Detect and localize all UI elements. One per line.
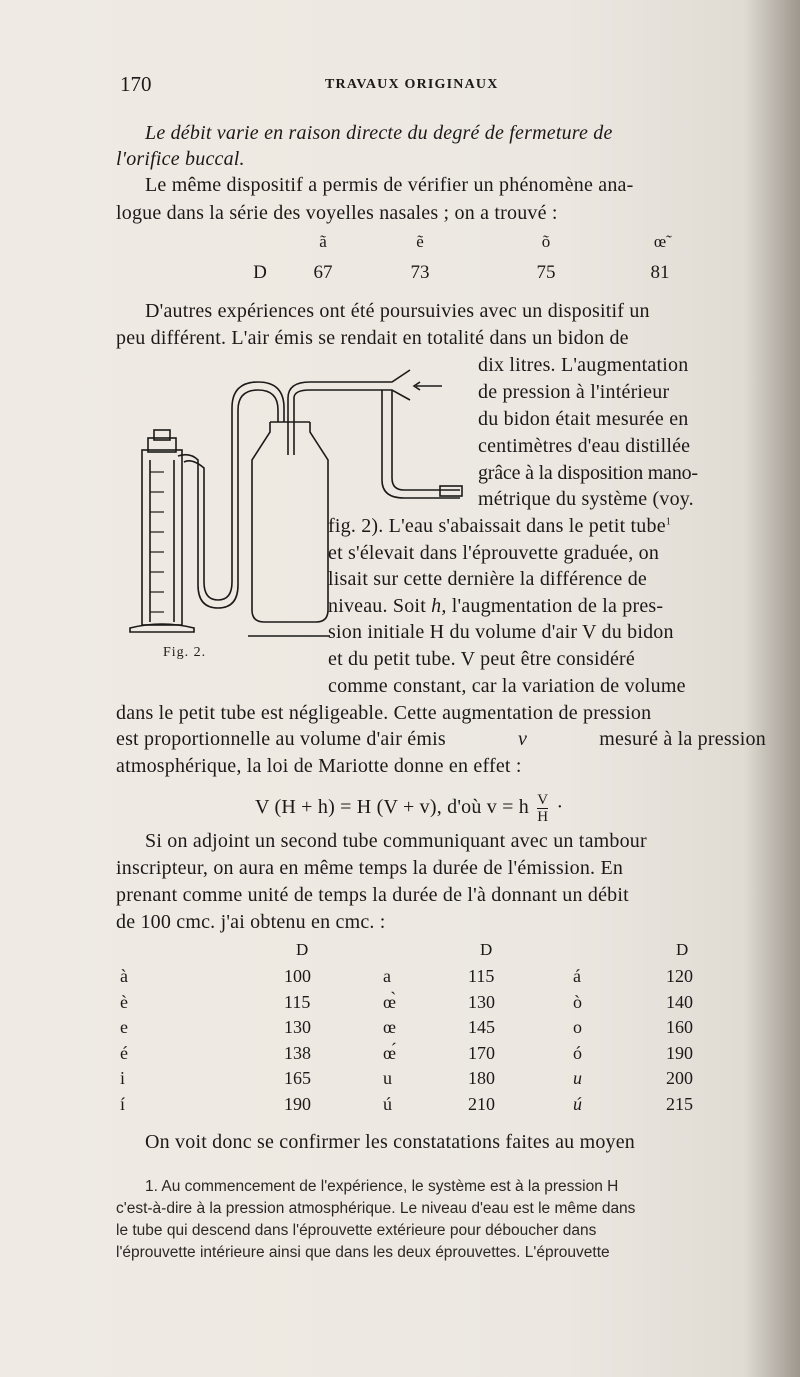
debit-vowel: ú <box>573 1093 582 1114</box>
debit-value: 170 <box>468 1042 495 1063</box>
text-line: de 100 cmc. j'ai obtenu en cmc. : <box>116 911 386 933</box>
debit-value: 190 <box>666 1042 693 1063</box>
debit-value: 130 <box>284 1017 311 1037</box>
debit-vowel: u <box>573 1068 582 1088</box>
debit-value: 120 <box>666 966 693 986</box>
nasal-row-label: D <box>253 262 267 283</box>
debit-value: 180 <box>468 1068 495 1088</box>
nasal-value: 67 <box>313 262 333 283</box>
debit-vowel: ó <box>573 1042 582 1063</box>
nasal-vowel: œ̃ <box>653 232 667 251</box>
debit-value: 115 <box>284 991 311 1012</box>
footnote-ref: 1 <box>665 516 671 528</box>
nasal-value: 75 <box>536 262 556 283</box>
text-line: lisait sur cette dernière la différence de <box>328 568 647 590</box>
fraction-denominator: H <box>537 809 549 825</box>
debit-value: 190 <box>284 1093 311 1114</box>
figure-caption: Fig. 2. <box>163 645 207 660</box>
text-line: atmosphérique, la loi de Mariotte donne en effet : <box>116 755 522 777</box>
nasal-vowel: ẽ <box>416 232 424 251</box>
formula: V (H + h) = H (V + v), d'où v = h $\frac{V}{H}$ · <box>255 792 564 825</box>
debit-vowel: ú <box>383 1093 392 1114</box>
text-line: D'autres expériences ont été poursuivies avec un dispositif un <box>145 300 650 322</box>
figure-apparatus <box>120 360 500 645</box>
debit-vowel: é <box>120 1042 128 1063</box>
text-line: dix litres. L'augmentation <box>478 354 689 376</box>
text-line: du bidon était mesurée en <box>478 408 689 430</box>
debit-vowel: œ̀ <box>383 991 396 1012</box>
text-line: comme constant, car la variation de volume <box>328 675 686 697</box>
text-line: inscripteur, on aura en même temps la durée de l'émission. En <box>116 857 624 879</box>
debit-vowel: e <box>120 1017 128 1037</box>
text-line: dans le petit tube est négligeable. Cette augmentation de pression <box>116 702 652 724</box>
fraction-numerator: V <box>537 792 549 808</box>
debit-value: 165 <box>284 1068 311 1088</box>
debit-vowel: à <box>120 966 128 986</box>
nasal-value: 73 <box>410 262 430 283</box>
text-line: niveau. Soit h, l'augmentation de la pres- <box>328 595 664 617</box>
text-line: fig. 2). L'eau s'abaissait dans le petit tube$^1$ <box>328 515 671 537</box>
debit-col-header: D <box>296 940 309 959</box>
debit-vowel: è <box>120 991 128 1012</box>
nasal-value: 81 <box>650 262 670 283</box>
text-line: de pression à l'intérieur <box>478 381 670 403</box>
text-line: est proportionnelle au volume d'air émis v mesuré à la pression <box>116 728 766 750</box>
text-line: Si on adjoint un second tube communiquant avec un tambour <box>145 830 647 852</box>
footnote-line: c'est-à-dire à la pression atmosphérique. Le niveau d'eau est le même dans <box>116 1200 636 1217</box>
debit-col-header: D <box>676 940 689 959</box>
debit-vowel: u <box>383 1068 392 1088</box>
text-line: et s'élevait dans l'éprouvette graduée, on <box>328 542 660 564</box>
debit-vowel: ò <box>573 991 582 1012</box>
debit-value: 130 <box>468 991 495 1012</box>
footnote-line: le tube qui descend dans l'éprouvette extérieure pour déboucher dans <box>116 1222 597 1239</box>
text-line: Le débit varie en raison directe du degré de fermeture de <box>145 122 613 144</box>
debit-value: 210 <box>468 1093 495 1114</box>
nasal-vowel: ã <box>319 232 327 251</box>
debit-value: 100 <box>284 966 311 986</box>
debit-vowel: œ́ <box>383 1042 396 1063</box>
text-line: Le même dispositif a permis de vérifier un phénomène ana- <box>145 174 634 196</box>
nasal-vowel: õ <box>541 232 551 251</box>
debit-vowel: o <box>573 1017 582 1037</box>
text-line: centimètres d'eau distillée <box>478 435 691 457</box>
debit-value: 138 <box>284 1042 311 1063</box>
debit-col-header: D <box>480 940 493 959</box>
text-line: On voit donc se confirmer les constatations faites au moyen <box>145 1131 636 1153</box>
debit-value: 140 <box>666 991 693 1012</box>
debit-vowel: œ <box>383 1017 396 1037</box>
text-line: logue dans la série des voyelles nasales ; on a trouvé : <box>116 202 558 224</box>
footnote-line: 1. Au commencement de l'expérience, le système est à la pression H <box>145 1178 619 1195</box>
debit-value: 115 <box>468 966 495 986</box>
text-line: et du petit tube. V peut être considéré <box>328 648 635 670</box>
debit-vowel: a <box>383 966 391 986</box>
debit-vowel: á <box>573 966 581 986</box>
debit-vowel: i <box>120 1068 126 1088</box>
text-line: métrique du système (voy. <box>478 488 694 510</box>
debit-vowel: í <box>120 1093 126 1114</box>
debit-value: 200 <box>666 1068 693 1088</box>
text-line: prenant comme unité de temps la durée de l'à donnant un débit <box>116 884 629 906</box>
text-line: l'orifice buccal. <box>116 148 245 170</box>
debit-value: 215 <box>666 1093 693 1114</box>
debit-value: 145 <box>468 1017 495 1037</box>
text-line: sion initiale H du volume d'air V du bidon <box>328 621 674 643</box>
running-header: TRAVAUX ORIGINAUX <box>325 77 499 92</box>
footnote-line: l'éprouvette intérieure ainsi que dans les deux éprouvettes. L'éprouvette <box>116 1244 610 1261</box>
text-line: grâce à la disposition mano- <box>478 462 698 484</box>
text-line: peu différent. L'air émis se rendait en totalité dans un bidon de <box>116 327 629 349</box>
page-number: 170 <box>120 72 152 96</box>
debit-value: 160 <box>666 1017 693 1037</box>
